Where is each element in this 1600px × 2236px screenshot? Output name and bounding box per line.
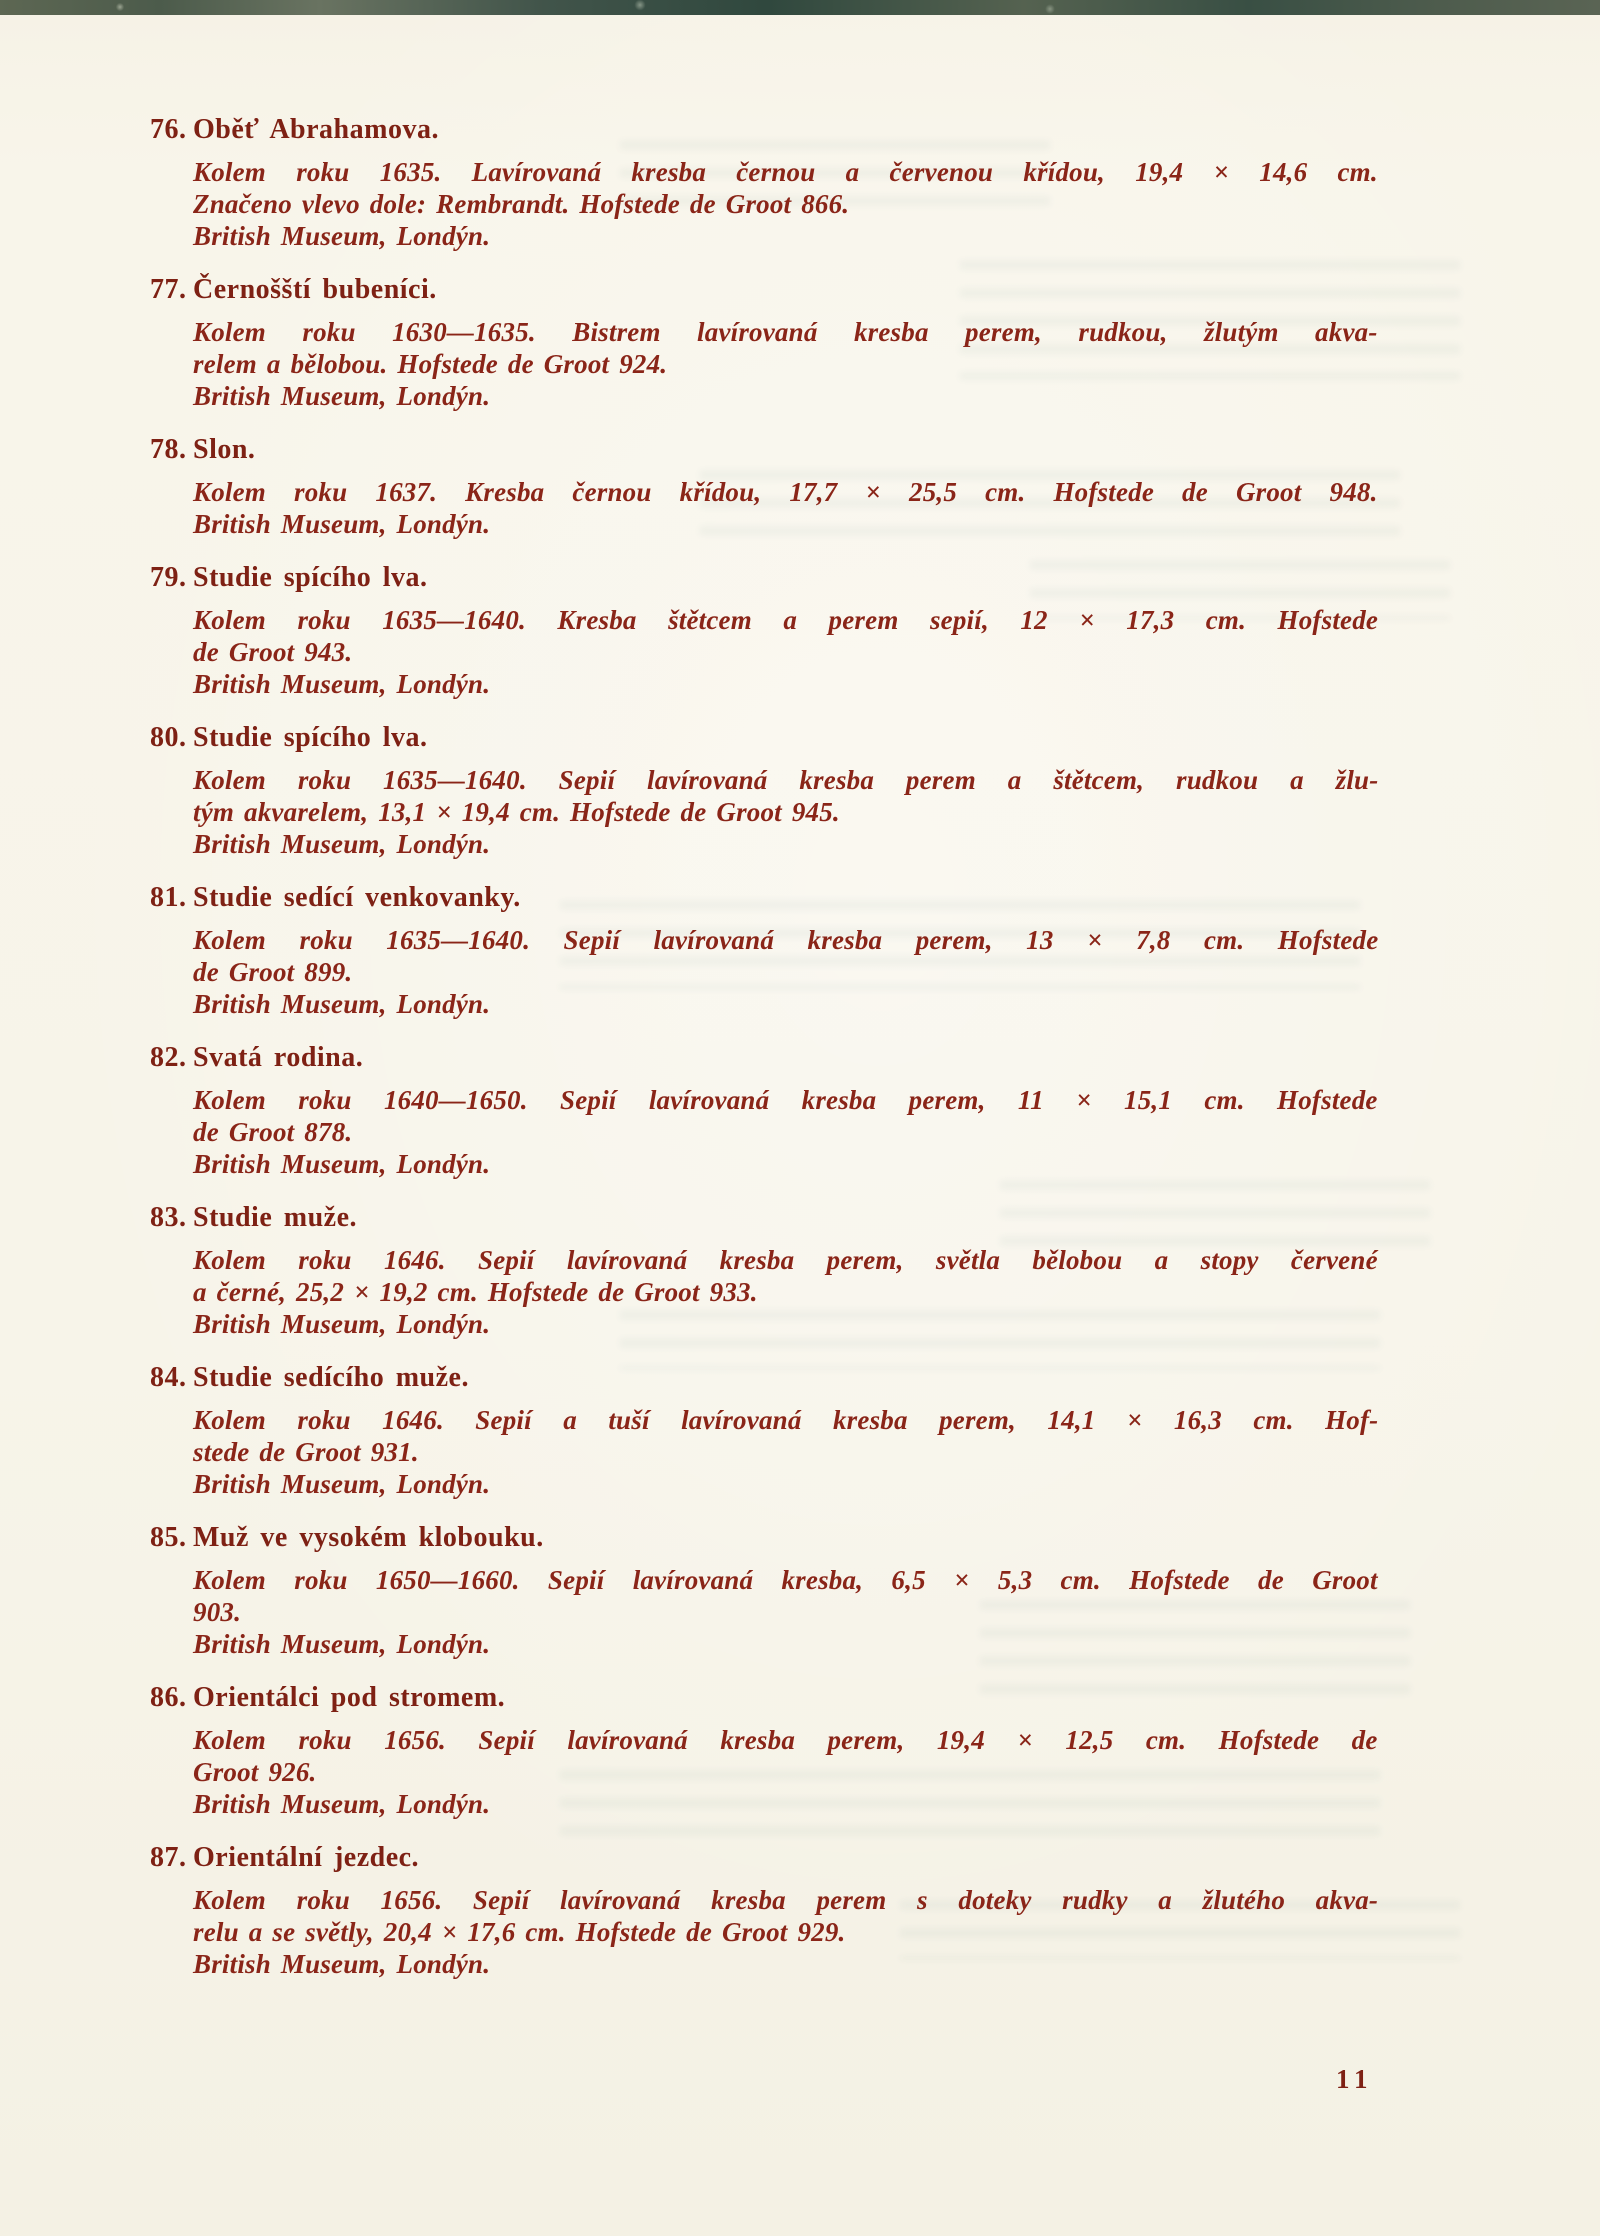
entry-details — [193, 1884, 1378, 1980]
detail-line: Kolem roku 1650—1660. Sepií lavírovaná kresba, 6,5 × 5,3 cm. Hofstede de Groot — [193, 1565, 1378, 1595]
entry-location: British Museum, Londýn. — [193, 1789, 491, 1819]
entry-location: British Museum, Londýn. — [193, 509, 491, 539]
entry-title: Orientální jezdec. — [193, 1842, 420, 1873]
detail-line: de Groot 878. — [193, 1117, 353, 1147]
entry-details — [193, 476, 1378, 540]
entry-heading — [150, 1840, 1378, 1876]
entry-heading — [150, 1200, 1378, 1236]
entry-number: 81. — [150, 882, 187, 913]
detail-line: tým akvarelem, 13,1 × 19,4 cm. Hofstede de Groot 945. — [193, 797, 840, 827]
scan-edge-band — [0, 0, 1600, 15]
catalog-entry — [150, 1360, 1378, 1500]
entry-number: 80. — [150, 722, 187, 753]
entry-heading — [150, 272, 1378, 308]
detail-line: Kolem roku 1646. Sepií lavírovaná kresba perem, světla bělobou a stopy červené — [193, 1245, 1378, 1275]
entry-details — [193, 604, 1378, 700]
catalog-list — [150, 112, 1378, 2000]
entry-location: British Museum, Londýn. — [193, 221, 491, 251]
entry-number: 85. — [150, 1522, 187, 1553]
entry-location: British Museum, Londýn. — [193, 1949, 491, 1979]
detail-line: Kolem roku 1646. Sepií a tuší lavírovaná kresba perem, 14,1 × 16,3 cm. Hof- — [193, 1405, 1379, 1435]
entry-number: 84. — [150, 1362, 187, 1393]
entry-heading — [150, 560, 1378, 596]
entry-heading — [150, 112, 1378, 148]
entry-heading — [150, 1040, 1378, 1076]
detail-line: Kolem roku 1635—1640. Sepií lavírovaná kresba perem a štětcem, rudkou a žlu- — [193, 765, 1379, 795]
entry-details — [193, 1244, 1378, 1340]
entry-title: Svatá rodina. — [193, 1042, 364, 1073]
detail-line: Kolem roku 1656. Sepií lavírovaná kresba perem s doteky rudky a žlutého akva- — [193, 1885, 1379, 1915]
entry-location: British Museum, Londýn. — [193, 1629, 491, 1659]
detail-line: Groot 926. — [193, 1757, 317, 1787]
entry-title: Studie spícího lva. — [193, 722, 428, 753]
detail-line: a černé, 25,2 × 19,2 cm. Hofstede de Groot 933. — [193, 1277, 758, 1307]
page-number: 11 — [1336, 2064, 1374, 2094]
entry-location: British Museum, Londýn. — [193, 1309, 491, 1339]
detail-line: Kolem roku 1637. Kresba černou křídou, 17,7 × 25,5 cm. Hofstede de Groot 948. — [193, 477, 1378, 507]
detail-line: stede de Groot 931. — [193, 1437, 419, 1467]
detail-line: relu a se světly, 20,4 × 17,6 cm. Hofstede de Groot 929. — [193, 1917, 846, 1947]
entry-details — [193, 1084, 1378, 1180]
entry-details — [193, 156, 1378, 252]
entry-location: British Museum, Londýn. — [193, 829, 491, 859]
detail-line: Značeno vlevo dole: Rembrandt. Hofstede de Groot 866. — [193, 189, 850, 219]
entry-heading — [150, 1520, 1378, 1556]
entry-title: Studie spícího lva. — [193, 562, 428, 593]
entry-number: 79. — [150, 562, 187, 593]
catalog-entry — [150, 1680, 1378, 1820]
entry-details — [193, 316, 1378, 412]
catalog-entry — [150, 720, 1378, 860]
catalog-entry — [150, 1040, 1378, 1180]
entry-details — [193, 924, 1378, 1020]
entry-title: Studie muže. — [193, 1202, 357, 1233]
catalog-entry — [150, 432, 1378, 540]
entry-details — [193, 1564, 1378, 1660]
entry-details — [193, 1404, 1378, 1500]
detail-line: Kolem roku 1640—1650. Sepií lavírovaná kresba perem, 11 × 15,1 cm. Hofstede — [193, 1085, 1378, 1115]
entry-title: Studie sedícího muže. — [193, 1362, 469, 1393]
entry-number: 77. — [150, 274, 187, 305]
entry-heading — [150, 1360, 1378, 1396]
entry-heading — [150, 720, 1378, 756]
detail-line: Kolem roku 1656. Sepií lavírovaná kresba perem, 19,4 × 12,5 cm. Hofstede de — [193, 1725, 1378, 1755]
entry-location: British Museum, Londýn. — [193, 669, 491, 699]
catalog-entry — [150, 1840, 1378, 1980]
detail-line: Kolem roku 1635. Lavírovaná kresba černou a červenou křídou, 19,4 × 14,6 cm. — [193, 157, 1378, 187]
catalog-entry — [150, 1520, 1378, 1660]
entry-number: 83. — [150, 1202, 187, 1233]
detail-line: de Groot 943. — [193, 637, 353, 667]
entry-number: 86. — [150, 1682, 187, 1713]
entry-title: Studie sedící venkovanky. — [193, 882, 521, 913]
catalog-entry — [150, 560, 1378, 700]
entry-location: British Museum, Londýn. — [193, 381, 491, 411]
catalog-entry — [150, 272, 1378, 412]
detail-line: de Groot 899. — [193, 957, 353, 987]
entry-number: 82. — [150, 1042, 187, 1073]
entry-heading — [150, 432, 1378, 468]
entry-title: Oběť Abrahamova. — [193, 114, 439, 145]
entry-title: Orientálci pod stromem. — [193, 1682, 506, 1713]
entry-heading — [150, 1680, 1378, 1716]
entry-location: British Museum, Londýn. — [193, 1149, 491, 1179]
entry-number: 87. — [150, 1842, 187, 1873]
entry-heading — [150, 880, 1378, 916]
detail-line: Kolem roku 1635—1640. Kresba štětcem a perem sepií, 12 × 17,3 cm. Hofstede — [193, 605, 1379, 635]
entry-number: 78. — [150, 434, 187, 465]
catalog-entry — [150, 112, 1378, 252]
entry-location: British Museum, Londýn. — [193, 989, 491, 1019]
detail-line: Kolem roku 1635—1640. Sepií lavírovaná kresba perem, 13 × 7,8 cm. Hofstede — [193, 925, 1379, 955]
entry-details — [193, 1724, 1378, 1820]
detail-line: Kolem roku 1630—1635. Bistrem lavírovaná kresba perem, rudkou, žlutým akva- — [193, 317, 1378, 347]
catalog-entry — [150, 1200, 1378, 1340]
entry-details — [193, 764, 1378, 860]
catalog-entry — [150, 880, 1378, 1020]
detail-line: 903. — [193, 1597, 242, 1627]
entry-title: Černošští bubeníci. — [193, 274, 437, 305]
entry-title: Slon. — [193, 434, 256, 465]
entry-number: 76. — [150, 114, 187, 145]
entry-title: Muž ve vysokém klobouku. — [193, 1522, 544, 1553]
entry-location: British Museum, Londýn. — [193, 1469, 491, 1499]
detail-line: relem a bělobou. Hofstede de Groot 924. — [193, 349, 668, 379]
